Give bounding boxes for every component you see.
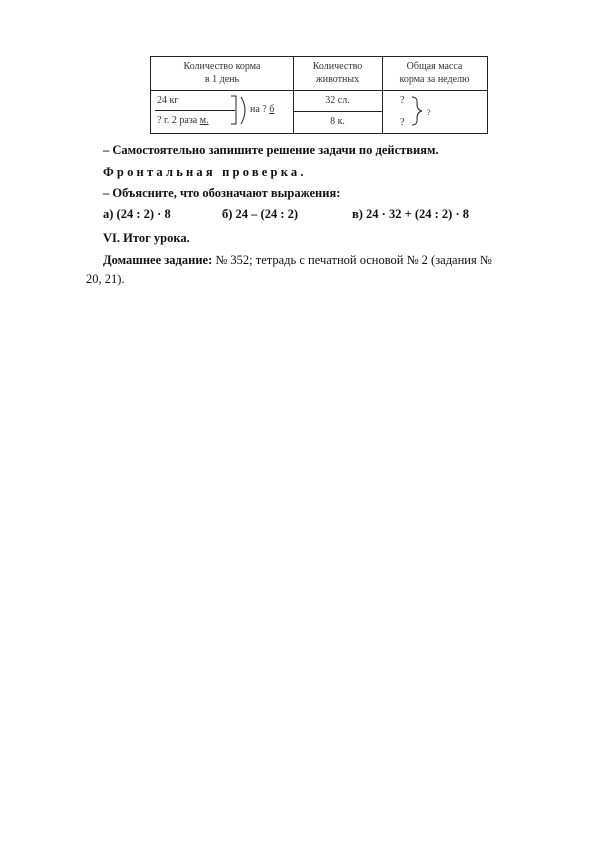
- expression-a: а) (24 : 2) · 8: [103, 207, 171, 221]
- data-table: [150, 56, 488, 134]
- homework-line: [103, 252, 492, 268]
- expression-c: в) 24 · 32 + (24 : 2) · 8: [352, 207, 469, 221]
- header-animals: Количество животных: [312, 61, 363, 85]
- instruction-line: – Самостоятельно запишите решение задачи по действиям.: [103, 143, 439, 157]
- homework-text: № 352; тетрадь с печатной основой № 2 (задания №: [212, 253, 492, 267]
- homework-label: Домашнее задание:: [103, 253, 213, 267]
- cell-total-row2: ?: [400, 117, 405, 128]
- frontal-check-heading: Фронтальная проверка.: [103, 165, 307, 179]
- cell-food-row1: 24 кг: [157, 95, 179, 106]
- cell-animals-row1: 32 сл.: [325, 95, 350, 106]
- cell-total-row1: ?: [400, 95, 405, 106]
- homework-continuation: 20, 21).: [86, 272, 125, 286]
- header-total: Общая масса корма за неделю: [399, 61, 470, 85]
- table-divider: [151, 90, 487, 91]
- table-divider: [293, 111, 382, 112]
- right-brace-label: ?: [427, 108, 431, 117]
- explain-line: – Объясните, что обозначают выражения:: [103, 186, 341, 200]
- food-row-divider: [155, 110, 235, 111]
- expression-b: б) 24 – (24 : 2): [222, 207, 299, 221]
- brace-label: на ? б: [250, 104, 275, 115]
- cell-animals-row2: 8 к.: [330, 116, 345, 127]
- curly-brace-icon: [410, 95, 424, 127]
- cell-food-row2: ? г. 2 раза м.: [157, 115, 209, 126]
- section-heading: VI. Итог урока.: [103, 231, 190, 245]
- header-food-per-day: Количество корма в 1 день: [183, 61, 261, 85]
